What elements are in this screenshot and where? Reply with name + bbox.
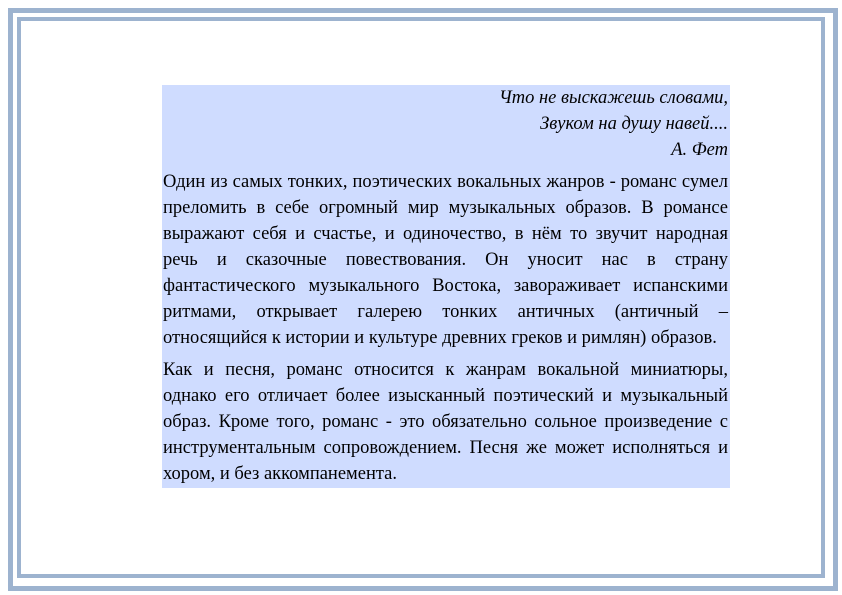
epigraph: [162, 85, 730, 163]
epigraph-author: А. Фет: [671, 140, 728, 160]
slide-text-block: [162, 85, 730, 488]
paragraph-romance-vs-song: Как и песня, романс относится к жанрам вокальной миниатюры, однако его отличает более изысканный поэтический и музыкальный образ. Кроме того, романс - это обязательно сольное произведение с инструментальным сопровождением. Песня же может исполняться и хором, и без аккомпанемента.: [163, 360, 728, 484]
paragraph-romance-intro: Один из самых тонких, поэтических вокальных жанров - романс сумел преломить в себе огромный мир музыкальных образов. В романсе выражают себя и счастье, и одиночество, в нём то звучит народная речь и сказочные повествования. Он уносит нас в страну фантастического музыкального Востока, завораживает испанскими ритмами, открывает галерею тонких античных (античный – относящийся к истории и культуре древних греков и римлян) образов.: [163, 172, 728, 348]
epigraph-line-2: Звуком на душу навей....: [540, 114, 728, 134]
epigraph-line-1: Что не выскажешь словами,: [499, 88, 728, 108]
